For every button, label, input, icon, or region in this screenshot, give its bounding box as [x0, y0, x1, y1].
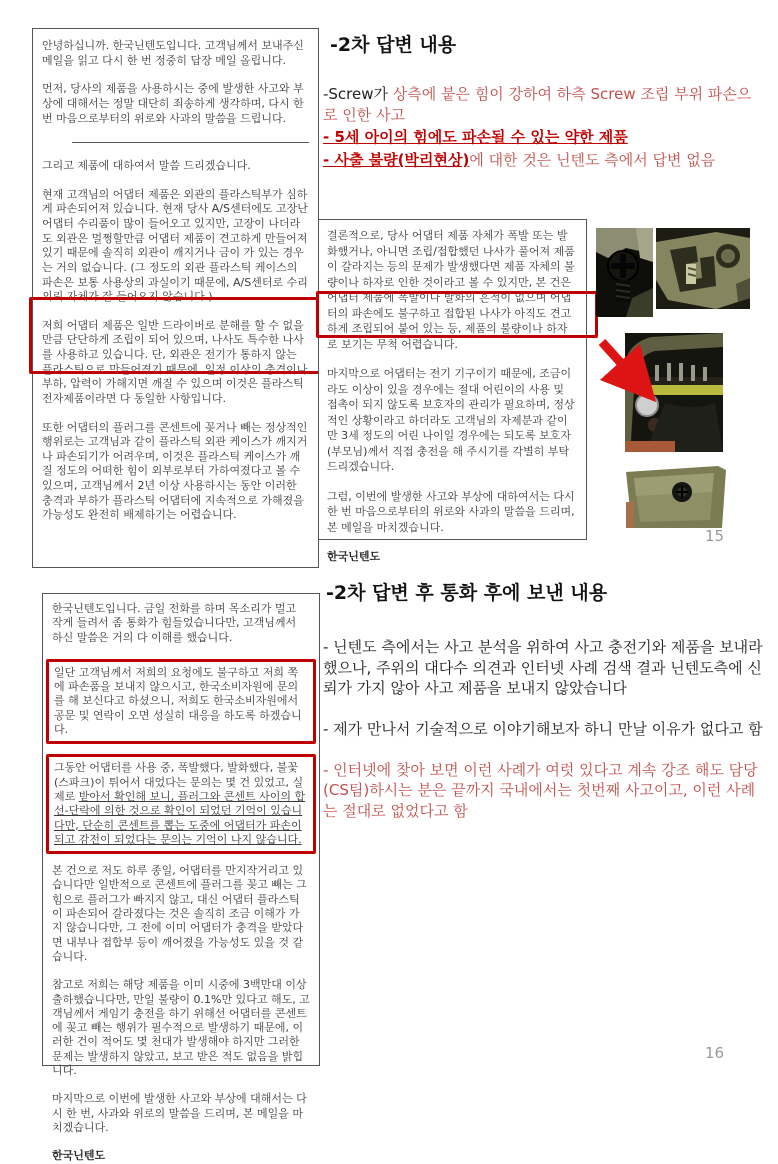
screw-closeup-graphic [596, 228, 653, 317]
reply-paragraph: 결론적으로, 당사 어댑터 제품 자체가 폭발 또는 발화했거나, 아니면 조립/접합했던 나사가 풀어져 제품이 갈라지는 등의 문제가 발생했다면 제품 자체의 불량이나 하자로 인한 것이라고 볼 수 있지만, 본 건은 어댑터 제품에 폭발이나 발화의 흔적이 없으며 어댑터의 파손에도 불구하고 접합된 나사가 아직도 견고하게 조립되어 붙어 있는 등, 제품의 불량이나 하자로 보기는 무척 어렵습니다. [327, 229, 575, 351]
letter-paragraph: 먼저, 당사의 제품을 사용하시는 중에 발생한 사고와 부상에 대해서는 정말 대단히 죄송하게 생각하며, 다시 한 번 마음으로부터의 위로와 사과의 말씀을 드립니다. [42, 82, 304, 125]
letter-paragraph: 그동안 어댑터를 사용 중, 폭발했다, 발화했다, 불꽃(스파크)이 튀어서 대었다는 문의는 몇 건 있었고, 실제로 받아서 확인해 보니, 플러그와 콘센트 사이의 합선-단락에 의한 것으로 확인이 되었던 기억이 있습니다만, 단순히 콘센트를 뽑는 도중에 어댑터가 파손이 되고 감전이 되었다는 문의는 기억이 나지 않습니다. [54, 761, 306, 846]
letter-divider [72, 142, 309, 143]
reply-paragraph: 그럼, 이번에 발생한 사고와 부상에 대하여서는 다시 한 번 마음으로부터의 위로와 사과의 말씀을 드리며, 본 메일을 마치겠습니다. [327, 489, 575, 534]
red-arrow-icon [596, 336, 658, 402]
bullet-molding-defect: - 사출 불량(박리현상)에 대한 것은 닌텐도 측에서 답변 없음 [323, 151, 716, 170]
case-screw-graphic [618, 462, 733, 528]
adapter-cross-section-photo [656, 228, 750, 309]
letter-paragraph: 또한 어댑터의 플러그를 콘센트에 꽂거나 빼는 정상적인 행위로는 고객님과 같이 플라스틱 외관 케이스가 깨지거나 파손되기가 어려우며, 이것은 플라스틱 케이스가 깨질 정도의 어떠한 힘이 외부로부터 가하여졌다고 볼 수 있으며, 고객님께서 2년 이상 사용하시는 동안 이러한 충격과 부하가 플라스틱 어댑터에 지속적으로 가해졌을 가능성도 완전히 배제하기는 어렵습니다. [42, 420, 308, 522]
letter-paragraph: 일단 고객님께서 저희의 요청에도 불구하고 저희 쪽에 파손품을 보내지 않으시고, 한국소비자원에 문의를 해 보신다고 하셨으니, 저희도 한국소비자원에서 공문 및 연락이 오면 성실히 대응을 하도록 하겠습니다. [54, 665, 302, 737]
bullet-screw-cause-red: 상측에 붙은 힘이 강하여 하측 Screw 조립 부위 파손으로 인한 사고 [323, 85, 752, 124]
bullet-weak-product: - 5세 아이의 힘에도 파손될 수 있는 약한 제품 [323, 128, 628, 147]
bullet-screw-cause [323, 84, 765, 125]
adapter-case-screw-photo [618, 462, 733, 528]
highlight-box-consumer-agency [46, 659, 316, 744]
page-number-15: 15 [705, 527, 725, 545]
adapter-screw-closeup-photo [596, 228, 653, 317]
letter-paragraph: 마지막으로 이번에 발생한 사고와 부상에 대해서는 다시 한 번, 사과와 위로의 말씀을 드리며, 본 메일을 마치겠습니다. [52, 1092, 307, 1134]
slide1-title: -2차 답변 내용 [330, 34, 457, 56]
signature: 한국닌텐도 [327, 550, 381, 563]
letter-paragraph: 그리고 제품에 대하여서 말씀 드리겠습니다. [42, 159, 251, 173]
page-number-16: 16 [705, 1044, 725, 1062]
letter-paragraph: 안녕하십니까. 한국닌텐도입니다. 고객님께서 보내주신 메일을 읽고 다시 한 번 정중히 답장 메일 올립니다. [42, 39, 304, 67]
slide1-bullet-list [323, 84, 765, 191]
bullet-no-reason-to-meet: - 제가 만나서 기술적으로 이야기해보자 하니 만날 이유가 없다고 함 [323, 720, 763, 739]
letter-paragraph: 저희 어댑터 제품은 일반 드라이버로 분해를 할 수 없을 만큼 단단하게 조립이 되어 있으며, 나사도 특수한 나사를 사용하고 있습니다. 단, 외관은 전기가 통하지 않는 플라스틱으로 만들어졌기 때문에, 일정 이상의 충격이나 부하, 압력이 가해지면 깨질 수 있으며 이것은 플라스틱 전자제품이라면 다 동일한 사항입니다. [42, 318, 308, 405]
reply-paragraph: 마지막으로 어댑터는 전기 기구이기 때문에, 조금이라도 이상이 있을 경우에는 절대 어린이의 사용 및 접촉이 되지 않도록 보호자의 관리가 필요하며, 정상적인 상황이라고 하더라도 고객님의 자제분과 같이 만 3세 정도의 어린 나이일 경우에는 되도록 보호자(부모님)께서 직접 충전을 해 주시기를 각별히 부탁 드리겠습니다. [327, 367, 575, 473]
letter-paragraph: 본 건으로 저도 하루 종일, 어댑터를 만지작거리고 있습니다만 일반적으로 콘센트에 플러그를 꽂고 빼는 그 힘으로 플러그가 빠지지 않고, 대신 어댑터 플라스틱이 파손되어 갈라졌다는 것은 솔직히 조금 이해가 가지 않습니다만, 그 전에 이미 어댑터가 충격을 받았다면 내부나 접합부 등이 깨어졌을 가능성도 있을 것 같습니다. [52, 864, 307, 963]
bullet-did-not-send-product: - 닌텐도 측에서는 사고 분석을 위하여 사고 충전기와 제품을 보내라 했으나, 주위의 대다수 의견과 인터넷 사례 검색 결과 닌텐도측에 신뢰가 가지 않아 사고 제품을 보내지 않았습니다 [323, 638, 763, 698]
customer-complaint-letter-1 [32, 28, 319, 568]
signature: 한국닌텐도 [52, 1149, 106, 1163]
slide2-title: -2차 답변 후 통화 후에 보낸 내용 [326, 582, 608, 604]
bullet-first-case-claim: - 인터넷에 찾아 보면 이런 사례가 여럿 있다고 계속 강조 해도 담당(CS팀)하시는 분은 끝까지 국내에서는 첫번째 사고이고, 이런 사례는 절대로 없었다고 함 [323, 760, 758, 821]
letter-paragraph: 현재 고객님의 어댑터 제품은 외관의 플라스틱부가 심하게 파손되어져 있습니다. 현재 당사 A/S센터에도 고장난 어댑터 수리품이 많이 들어오고 있지만, 고장이 나더라도 외관은 멀쩡할만큼 어댑터 제품이 견고하게 만들어져 있기 때문에 솔직히 외관이 깨지거나 금이 가 있는 경우는 거의 없습니다. (그 정도의 외관 플라스틱 케이스의 파손은 보통 사용상의 과실이기 때문에, A/S센터로 수리의뢰 자체가 잘 들어오지 않습니다.) [42, 187, 308, 304]
bullet-screw-cause-black: -Screw가 [323, 85, 389, 103]
cross-section-graphic [656, 228, 750, 309]
letter-paragraph: 참고로 저희는 해당 제품을 이미 시중에 3백만대 이상 출하했습니다만, 만일 불량이 0.1%만 있다고 해도, 고객님께서 게임기 충전을 하기 위해선 어댑터를 콘센트에 꽂고 빼는 행위가 필수적으로 발생하기 때문에, 이러한 건이 적어도 몇 천대가 발생해야 하지만 그러한 문제는 발생하지 않았고, 보고 받은 적도 없음을 밝힙니다. [52, 978, 310, 1078]
slide2-bullet-list [323, 637, 769, 842]
letter-paragraph: 한국닌텐도입니다. 금일 전화를 하며 목소리가 멀고 작게 들려서 좀 통화가 힘들었습니다만, 고객님께서 하신 말씀은 거의 다 이해를 했습니다. [52, 602, 297, 644]
highlight-box-no-shock-memory [46, 754, 316, 854]
nintendo-reply-letter-1 [318, 219, 587, 563]
customer-complaint-letter-2 [42, 593, 320, 1163]
